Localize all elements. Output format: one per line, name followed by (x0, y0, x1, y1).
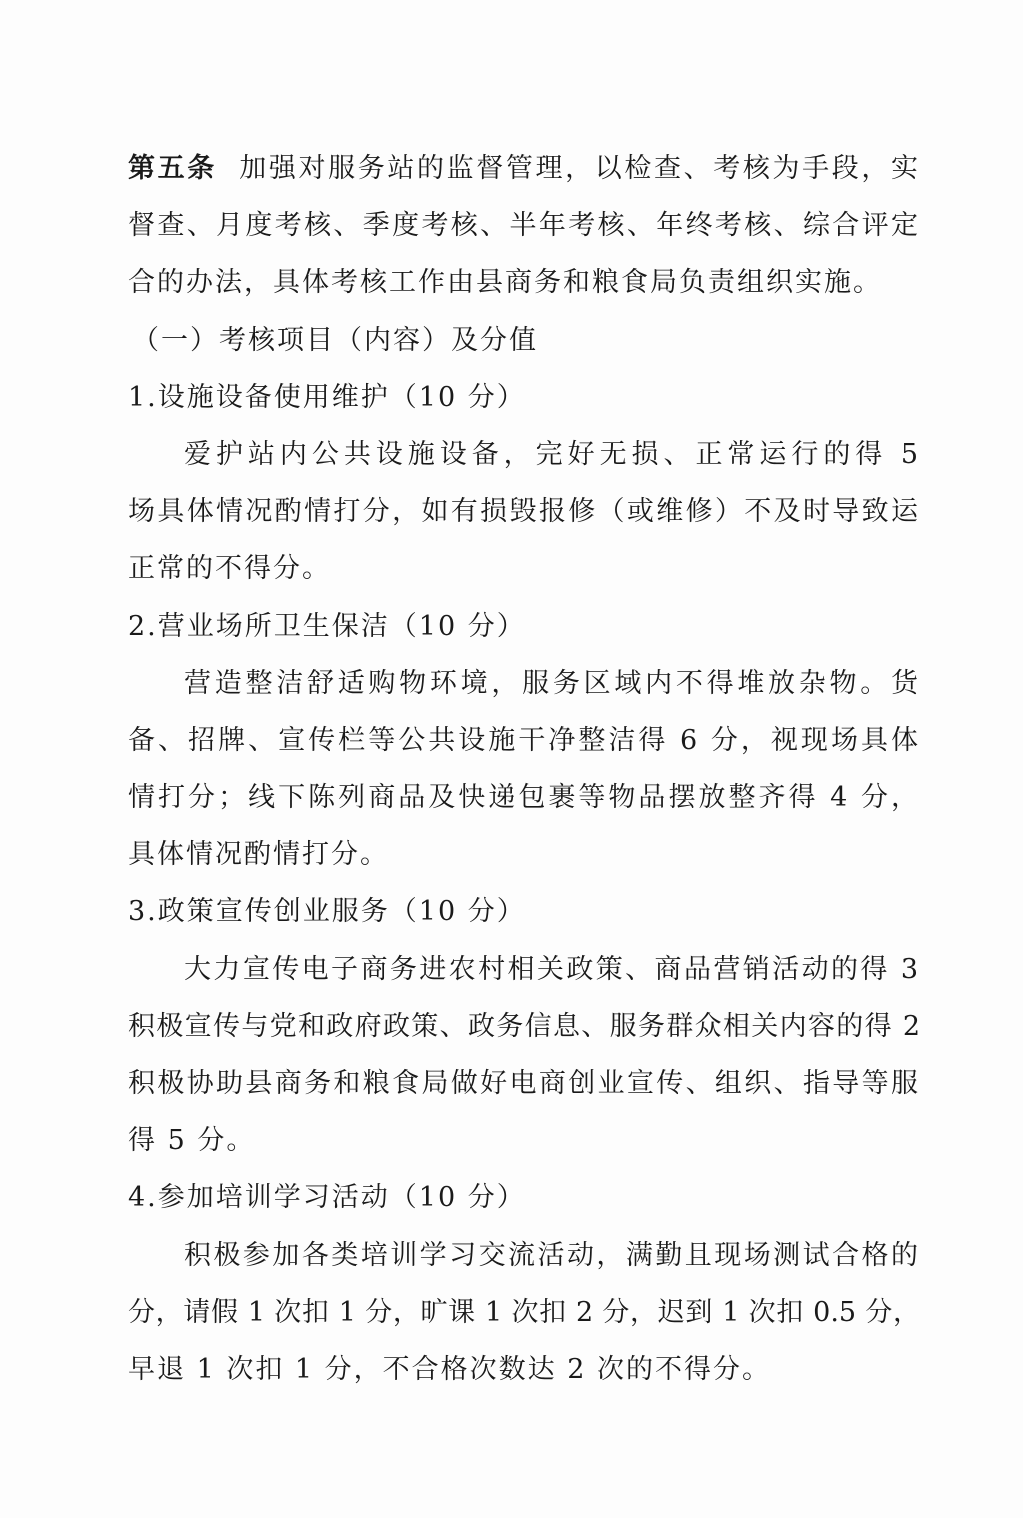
article-text: 加强对服务站的监督管理，以检查、考核为手段，实 (239, 153, 920, 184)
document-body (128, 140, 920, 1398)
item-text: 早退 1 次扣 1 分，不合格次数达 2 次的不得分。 (128, 1353, 772, 1385)
item-text: 积极宣传与党和政府政策、政务信息、服务群众相关内容的得 2 (128, 1010, 920, 1042)
item-text: 分，请假 1 次扣 1 分，旷课 1 次扣 2 分，迟到 1 次扣 0.5 分， (128, 1296, 920, 1328)
item-text: 具体情况酌情打分。 (128, 839, 389, 871)
item-text: 营造整洁舒适购物环境，服务区域内不得堆放杂物。货 (184, 667, 920, 699)
section-title: （一）考核项目（内容）及分值 (132, 324, 538, 356)
item-title: 3.政策宣传创业服务（10 分） (128, 896, 526, 928)
item-text: 得 5 分。 (128, 1125, 256, 1157)
item-text: 积极参加各类培训学习交流活动，满勤且现场测试合格的 (184, 1239, 920, 1271)
article-text: 合的办法，具体考核工作由县商务和粮食局负责组织实施。 (128, 267, 882, 299)
item-title: 4.参加培训学习活动（10 分） (128, 1182, 526, 1214)
item-text: 大力宣传电子商务进农村相关政策、商品营销活动的得 3 (184, 953, 920, 985)
article-first-line (128, 140, 920, 197)
item-text: 场具体情况酌情打分，如有损毁报修（或维修）不及时导致运 (128, 496, 920, 528)
item-title: 1.设施设备使用维护（10 分） (128, 381, 526, 413)
item-text: 爱护站内公共设施设备，完好无损、正常运行的得 5 (184, 438, 920, 470)
article-heading: 第五条 (128, 153, 217, 184)
article-text: 督查、月度考核、季度考核、半年考核、年终考核、综合评定 (128, 210, 920, 242)
item-title: 2.营业场所卫生保洁（10 分） (128, 610, 526, 642)
item-text: 情打分；线下陈列商品及快递包裹等物品摆放整齐得 4 分， (128, 782, 920, 814)
item-text: 积极协助县商务和粮食局做好电商创业宣传、组织、指导等服 (128, 1068, 920, 1099)
item-text: 正常的不得分。 (128, 553, 331, 585)
item-text: 备、招牌、宣传栏等公共设施干净整洁得 6 分，视现场具体 (128, 724, 920, 756)
